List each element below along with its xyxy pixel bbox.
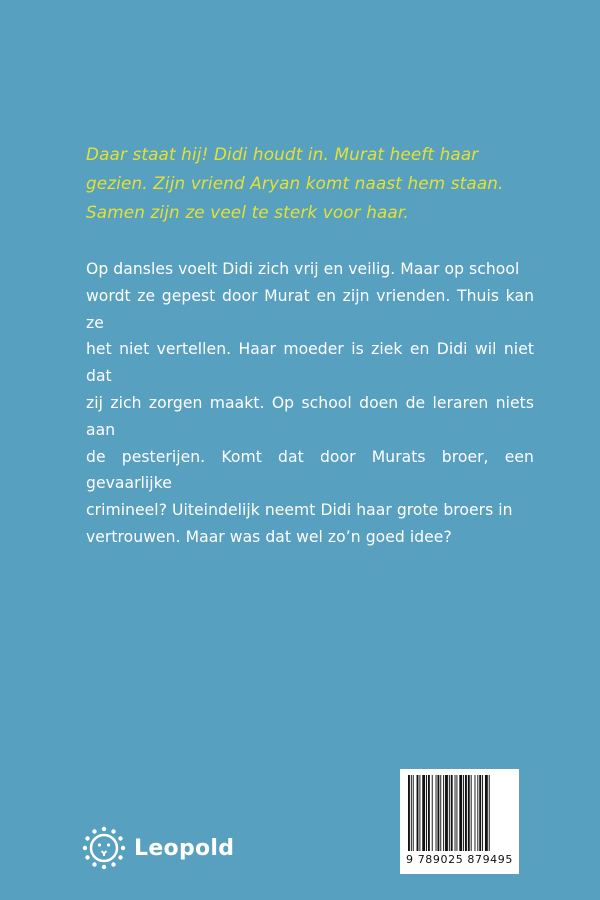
teaser-line: gezien. Zijn vriend Aryan komt naast hem staan. [86,173,504,193]
blurb-line: vertrouwen. Maar was dat wel zo’n goed idee? [86,527,452,546]
blurb-line: het niet vertellen. Haar moeder is ziek en Didi wil niet dat [86,340,534,386]
blurb-line: zij zich zorgen maakt. Op school doen de leraren niets aan [86,393,534,439]
blurb-line: Op dansles voelt Didi zich vrij en veilig. Maar op school [86,260,520,278]
teaser-line: Samen zijn ze veel te sterk voor haar. [86,202,409,222]
barcode-bars [406,775,513,851]
publisher-name: Leopold [134,835,235,861]
lion-head-icon [82,826,126,870]
blurb-line: de pesterijen. Komt dat door Murats broer, een gevaarlijke [86,447,534,493]
teaser-text [86,140,526,227]
blurb-line: wordt ze gepest door Murat en zijn vrienden. Thuis kan ze [86,286,534,332]
isbn-barcode [400,769,519,874]
blurb-text [86,256,534,551]
blurb-line: crimineel? Uiteindelijk neemt Didi haar grote broers in [86,501,513,520]
isbn-number: 9 789025 879495 [406,853,513,866]
publisher-logo [82,826,234,870]
teaser-line: Daar staat hij! Didi houdt in. Murat heeft haar [86,144,479,164]
